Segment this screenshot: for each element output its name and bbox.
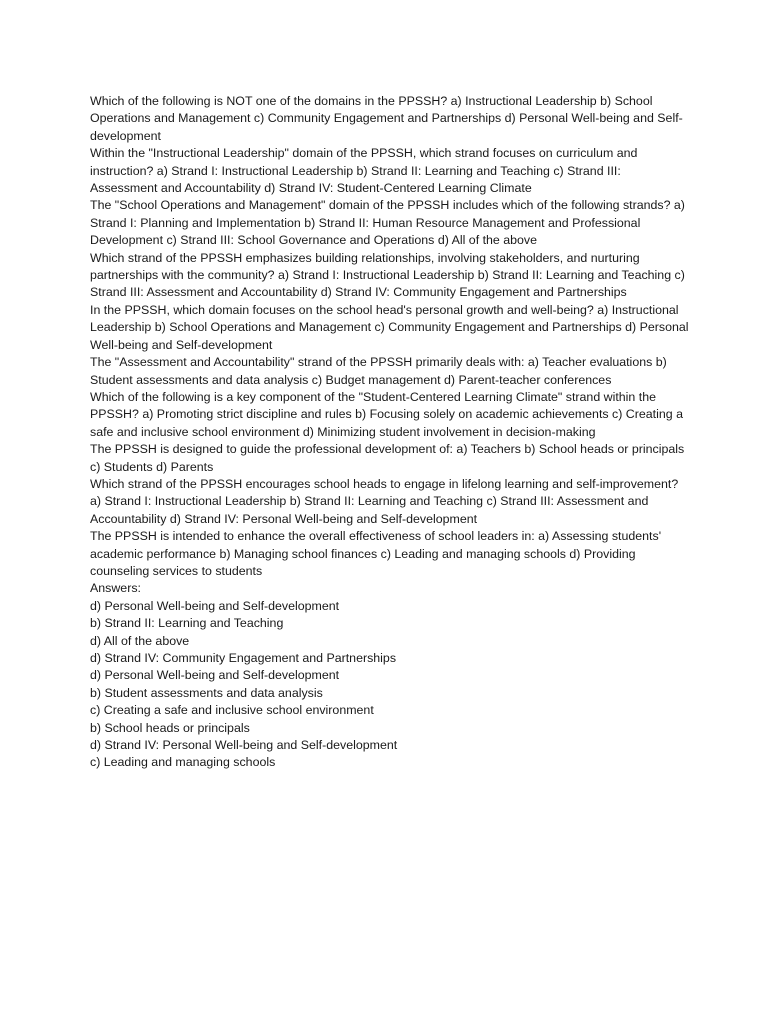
answer-10: c) Leading and managing schools [90,755,276,770]
answer-5: d) Personal Well-being and Self-development [90,668,340,683]
question-10: The PPSSH is intended to enhance the overall effectiveness of school leaders in: a) Assessing students' academic performance b) Managing school finances c) Leading and managing schools d) Providing counseling services to students [90,529,662,578]
answers-section [90,580,690,771]
answer-6: b) Student assessments and data analysis [90,685,323,700]
question-6: The "Assessment and Accountability" strand of the PPSSH primarily deals with: a) Teacher evaluations b) Student assessments and data analysis c) Budget management d) Parent-teacher conferences [90,355,667,387]
answers-list [90,598,690,772]
question-3: The "School Operations and Management" domain of the PPSSH includes which of the following strands? a) Strand I: Planning and Implementation b) Strand II: Human Resource Management and Professional Development c) Strand III: School Governance and Operations d) All of the above [90,198,685,248]
answer-1: d) Personal Well-being and Self-development [90,598,340,613]
answer-3: d) All of the above [90,633,190,648]
answer-7: c) Creating a safe and inclusive school environment [90,703,374,718]
answer-4: d) Strand IV: Community Engagement and Partnerships [90,651,397,665]
question-4: Which strand of the PPSSH emphasizes building relationships, involving stakeholders, and nurturing partnerships with the community? a) Strand I: Instructional Leadership b) Strand II: Learning and Teaching c) Strand III: Assessment and Accountability d) Strand IV: Community Engagement and Partnerships [90,250,685,300]
answers-heading: Answers: [90,581,141,596]
question-5: In the PPSSH, which domain focuses on the school head's personal growth and well-being? a) Instructional Leadership b) School Operations and Management c) Community Engagement and Partnerships d) Personal Well-being and Self-development [90,302,689,352]
question-9: Which strand of the PPSSH encourages school heads to engage in lifelong learning and self-improvement? a) Strand I: Instructional Leadership b) Strand II: Learning and Teaching c) Strand III: Assessment and Accountability d) Strand IV: Personal Well-being and Self-development [90,476,679,526]
answer-2: b) Strand II: Learning and Teaching [90,616,284,631]
question-1: Which of the following is NOT one of the domains in the PPSSH? a) Instructional Leadership b) School Operations and Management c) Community Engagement and Partnerships d) Personal Well-being and Self-development [90,94,683,143]
question-7: Which of the following is a key component of the "Student-Centered Learning Climate" strand within the PPSSH? a) Promoting strict discipline and rules b) Focusing solely on academic achievements c) Creating a safe and inclusive school environment d) Minimizing student involvement in decision-making [90,389,683,439]
question-8: The PPSSH is designed to guide the professional development of: a) Teachers b) School heads or principals c) Students d) Parents [90,442,685,474]
answer-8: b) School heads or principals [90,720,250,735]
question-2: Within the "Instructional Leadership" domain of the PPSSH, which strand focuses on curriculum and instruction? a) Strand I: Instructional Leadership b) Strand II: Learning and Teaching c) Strand III: Assessment and Accountability d) Strand IV: Student-Centered Learning Climate [90,146,638,196]
answer-9: d) Strand IV: Personal Well-being and Self-development [90,738,398,753]
document-page [90,93,690,772]
questions-section [90,93,690,580]
